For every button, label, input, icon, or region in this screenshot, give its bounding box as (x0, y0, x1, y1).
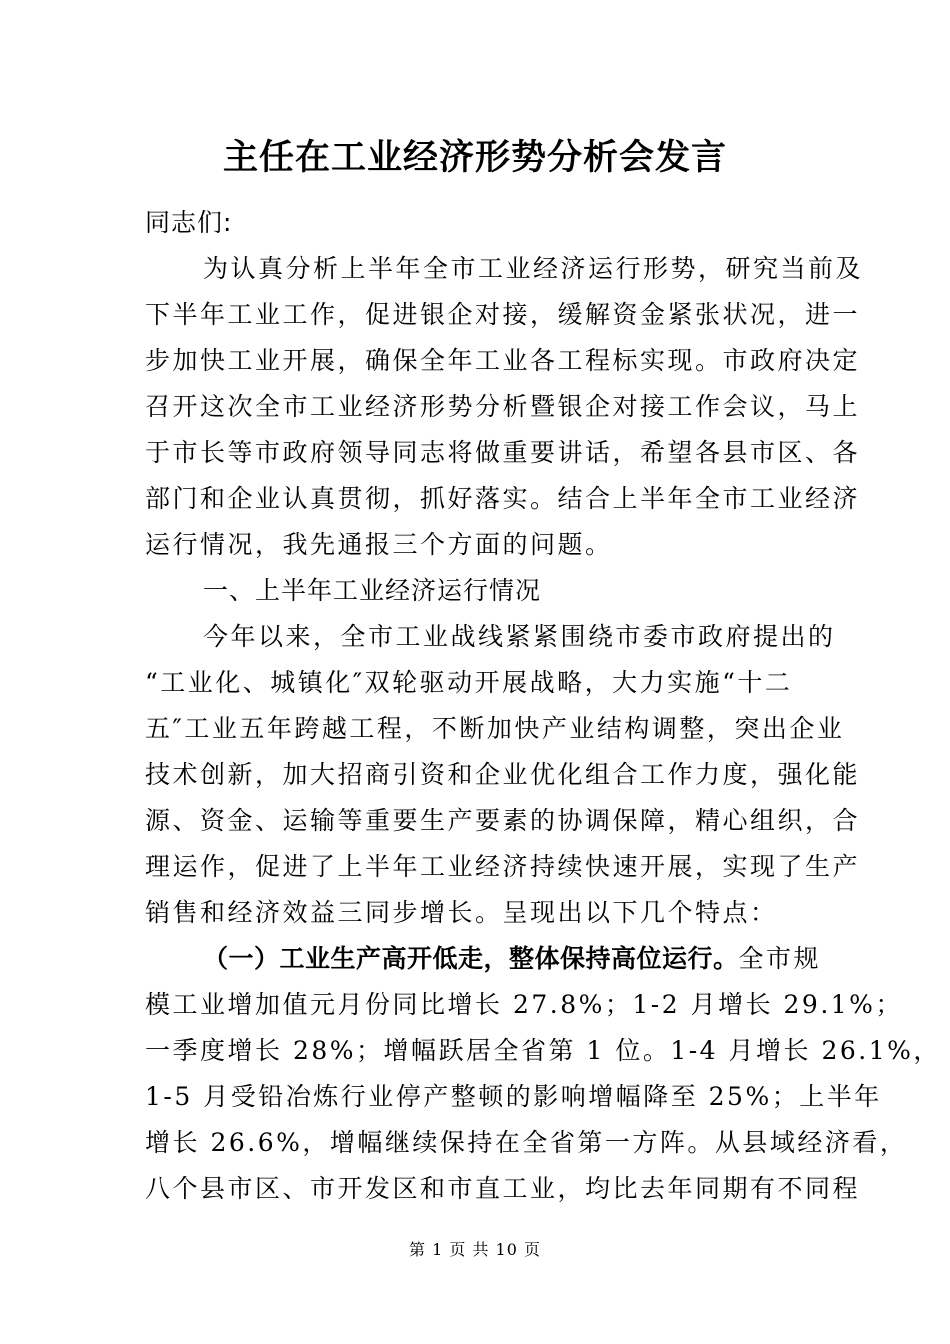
intro-line: 为认真分析上半年全市工业经济运行形势，研究当前及 (203, 254, 864, 283)
intro-line: 部门和企业认真贯彻，抓好落实。结合上半年全市工业经济 (145, 484, 861, 513)
section-line: “工业化、城镇化″双轮驱动开展战略，大力实施“十二 (145, 668, 793, 697)
section-line: 五″工业五年跨越工程，不断加快产业结构调整，突出企业 (145, 714, 845, 743)
document-body (145, 200, 941, 1212)
subsection-line: 八个县市区、市开发区和市直工业，均比去年同期有不同程 (145, 1174, 861, 1203)
intro-line: 召开这次全市工业经济形势分析暨银企对接工作会议，马上 (145, 392, 861, 421)
section-line: 源、资金、运输等重要生产要素的协调保障，精心组织，合 (145, 806, 861, 835)
intro-line: 步加快工业开展，确保全年工业各工程标实现。市政府决定 (145, 346, 861, 375)
section-line: 今年以来，全市工业战线紧紧围绕市委市政府提出的 (203, 622, 836, 651)
section-line: 理运作，促进了上半年工业经济持续快速开展，实现了生产 (145, 852, 861, 881)
salutation: 同志们: (145, 208, 233, 237)
subsection-line: 模工业增加值元月份同比增长 27.8%；1-2 月增长 29.1%； (145, 990, 903, 1019)
intro-line: 下半年工业工作，促进银企对接，缓解资金紧张状况，进一 (145, 300, 861, 329)
intro-line: 于市长等市政府领导同志将做重要讲话，希望各县市区、各 (145, 438, 861, 467)
document-title: 主任在工业经济形势分析会发言 (222, 138, 727, 178)
subsection-line-rest: 全市规 (738, 944, 822, 973)
subsection-heading: （一）工业生产高开低走，整体保持高位运行。 (203, 944, 739, 973)
subsection-line: 一季度增长 28%；增幅跃居全省第 1 位。1-4 月增长 26.1%， (145, 1036, 941, 1065)
section-line: 技术创新，加大招商引资和企业优化组合工作力度，强化能 (145, 760, 861, 789)
subsection-line: 增长 26.6%，增幅继续保持在全省第一方阵。从县域经济看， (145, 1128, 908, 1157)
subsection-first-line (145, 936, 822, 982)
section-heading: 一、上半年工业经济运行情况 (203, 576, 542, 605)
subsection-line: 1-5 月受铅冶炼行业停产整顿的影响增幅降至 25%；上半年 (145, 1082, 882, 1111)
section-line: 销售和经济效益三同步增长。呈现出以下几个特点： (145, 898, 778, 927)
intro-line: 运行情况，我先通报三个方面的问题。 (145, 530, 613, 559)
page-number-footer: 第 1 页 共 10 页 (409, 1240, 541, 1259)
